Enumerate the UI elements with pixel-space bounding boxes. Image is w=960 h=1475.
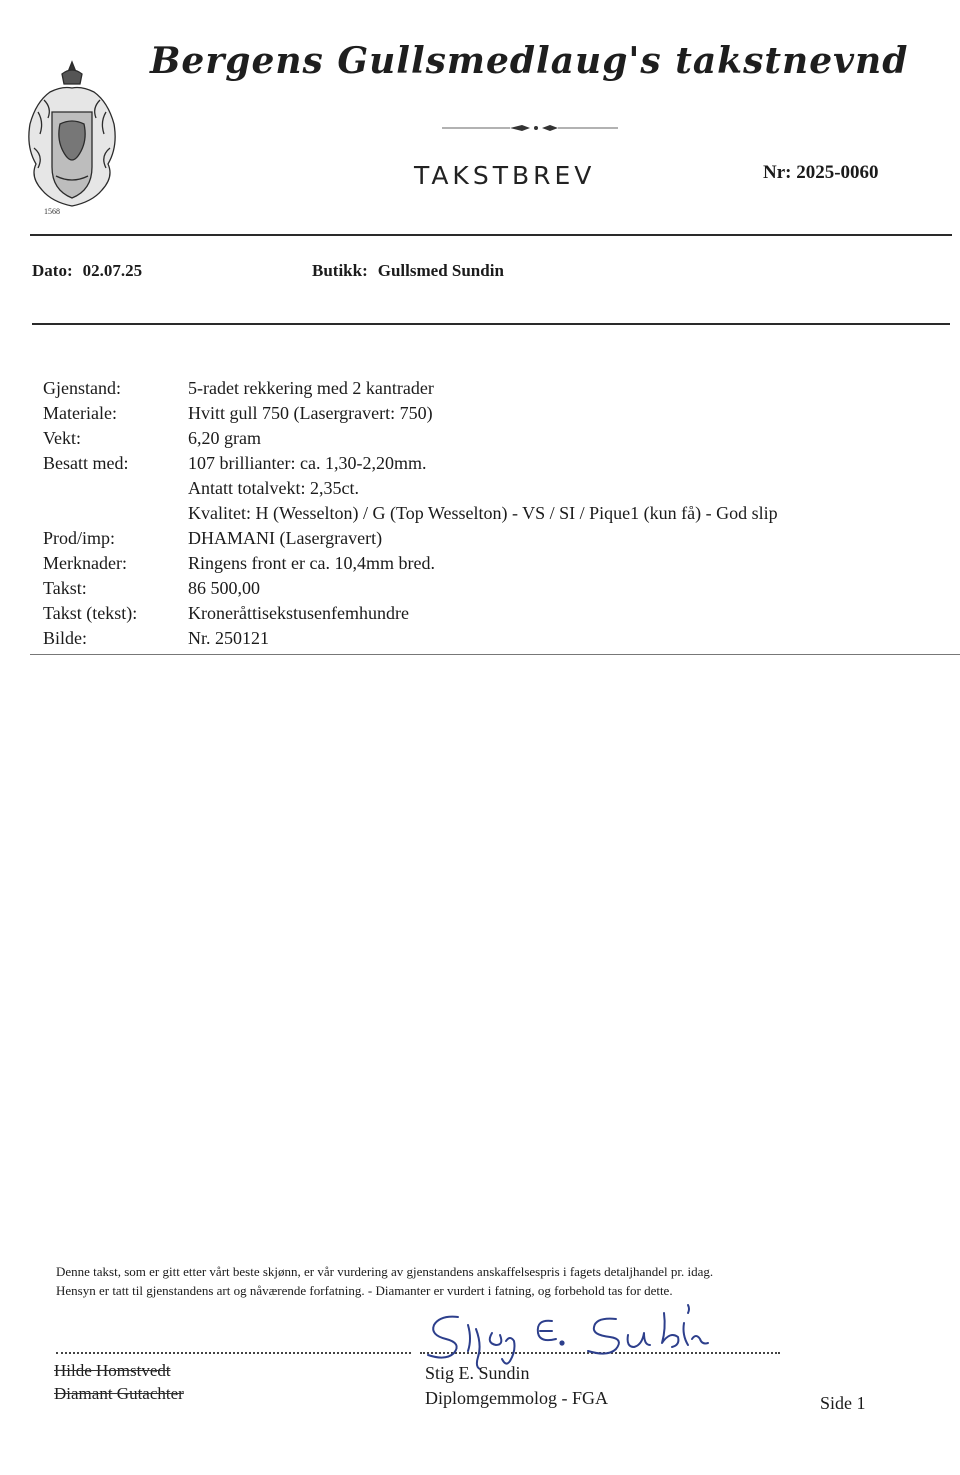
- right-signatory-title: Diplomgemmolog - FGA: [425, 1388, 608, 1408]
- field-value: 6,20 gram: [188, 428, 261, 448]
- field-values: [188, 551, 943, 576]
- field-row: [43, 526, 943, 551]
- left-signatory-name: Hilde Homstvedt: [54, 1361, 171, 1380]
- field-row: [43, 451, 943, 526]
- right-signatory: [425, 1361, 608, 1411]
- field-label: Vekt:: [43, 428, 81, 448]
- field-value: Nr. 250121: [188, 628, 269, 648]
- field-value: Hvitt gull 750 (Lasergravert: 750): [188, 403, 433, 423]
- field-values: [188, 576, 943, 601]
- field-label: Gjenstand:: [43, 378, 121, 398]
- field-label: Merknader:: [43, 553, 127, 573]
- field-value: Antatt totalvekt: 2,35ct.: [188, 478, 359, 498]
- field-value: 86 500,00: [188, 578, 260, 598]
- field-values: [188, 626, 943, 651]
- fields-divider: [30, 654, 960, 655]
- field-label: Materiale:: [43, 403, 117, 423]
- disclaimer-line: Hensyn er tatt til gjenstandens art og nåværende forfatning. - Diamanter er vurdert i fatning, og forbehold tas for dette.: [56, 1283, 673, 1298]
- field-row: [43, 551, 943, 576]
- field-row: [43, 426, 943, 451]
- ornament-divider-icon: [440, 122, 620, 134]
- shop-label: Butikk:: [312, 261, 368, 280]
- date-field: [32, 261, 142, 281]
- field-label: Bilde:: [43, 628, 87, 648]
- field-row: [43, 401, 943, 426]
- document-number: [763, 162, 879, 184]
- header-divider: [30, 234, 952, 236]
- shop-field: [312, 261, 504, 281]
- date-value: 02.07.25: [82, 261, 143, 280]
- guild-crest-icon: [22, 52, 122, 222]
- shop-value: Gullsmed Sundin: [377, 261, 504, 280]
- guild-title: Bergens Gullsmedlaug's takstnevnd: [150, 40, 909, 82]
- field-value: Kvalitet: H (Wesselton) / G (Top Wesselton) - VS / SI / Pique1 (kun få) - God slip: [188, 503, 778, 523]
- field-row: [43, 576, 943, 601]
- crest-year: 1568: [44, 207, 60, 216]
- field-values: [188, 401, 943, 426]
- right-signatory-name: Stig E. Sundin: [425, 1363, 530, 1383]
- document-number-label: Nr:: [763, 162, 792, 183]
- left-signatory-title: Diamant Gutachter: [54, 1384, 184, 1403]
- appraisal-fields: [43, 376, 943, 651]
- field-value: 107 brillianter: ca. 1,30-2,20mm.: [188, 453, 427, 473]
- field-values: [188, 601, 943, 626]
- left-signatory: [54, 1359, 184, 1405]
- field-values: [188, 376, 943, 401]
- field-label: Prod/imp:: [43, 528, 116, 548]
- field-label: Takst:: [43, 578, 87, 598]
- field-row: [43, 626, 943, 651]
- page-number: Side 1: [820, 1393, 866, 1413]
- date-label: Dato:: [32, 261, 73, 280]
- field-value: Kroneråttisekstusenfemhundre: [188, 603, 409, 623]
- meta-divider: [32, 323, 950, 325]
- field-label: Takst (tekst):: [43, 603, 138, 623]
- field-label: Besatt med:: [43, 453, 129, 473]
- field-row: [43, 376, 943, 401]
- document-number-value: 2025-0060: [796, 162, 879, 183]
- document-title: TAKSTBREV: [414, 161, 596, 190]
- field-values: [188, 451, 943, 526]
- field-values: [188, 426, 943, 451]
- field-row: [43, 601, 943, 626]
- field-value: 5-radet rekkering med 2 kantrader: [188, 378, 434, 398]
- handwritten-signature: [420, 1295, 720, 1370]
- signature-line-left: [56, 1352, 411, 1354]
- field-value: Ringens front er ca. 10,4mm bred.: [188, 553, 435, 573]
- field-values: [188, 526, 943, 551]
- disclaimer-line: Denne takst, som er gitt etter vårt beste skjønn, er vår vurdering av gjenstandens anskaffelsespris i fagets detaljhandel pr. idag.: [56, 1264, 714, 1279]
- field-value: DHAMANI (Lasergravert): [188, 528, 383, 548]
